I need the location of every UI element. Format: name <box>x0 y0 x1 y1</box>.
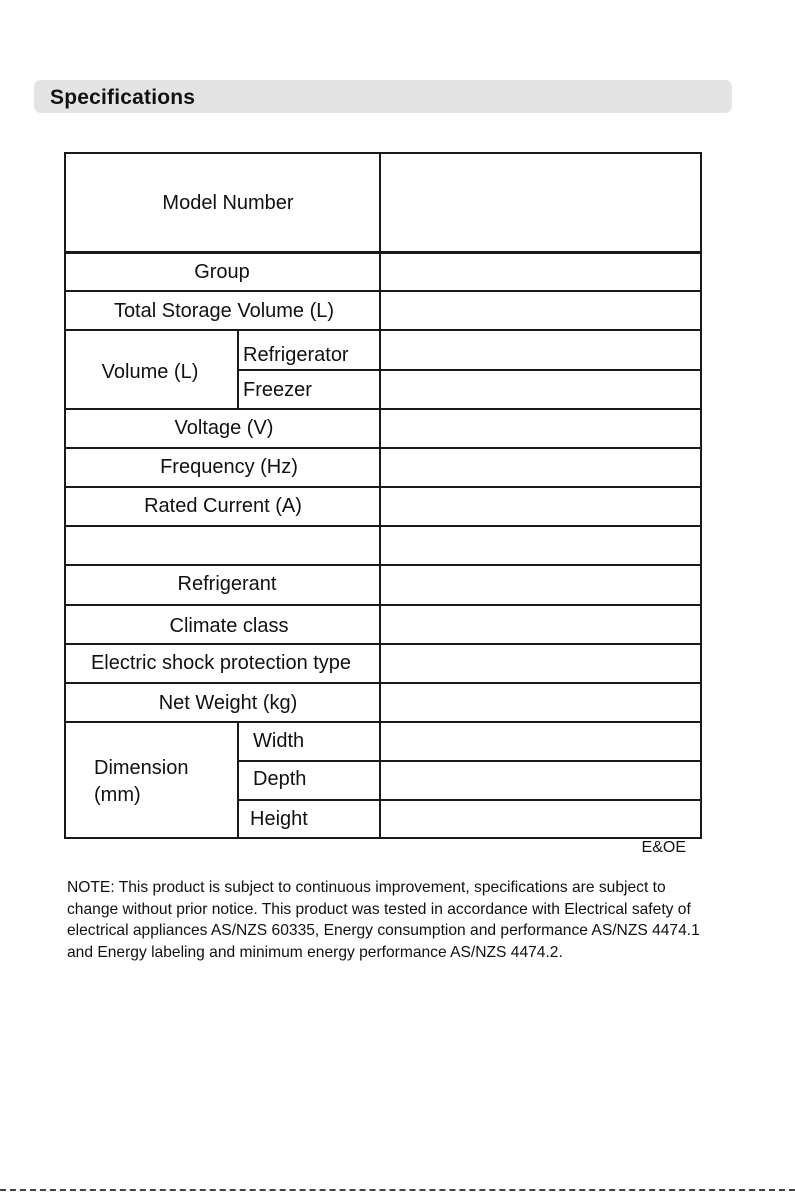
table-column-divider <box>379 152 381 838</box>
row-divider <box>237 369 702 371</box>
row-divider <box>64 251 702 254</box>
page-bottom-dashed-rule <box>0 1189 795 1191</box>
label-net-weight: Net Weight (kg) <box>158 692 298 714</box>
table-border-right <box>700 152 702 838</box>
label-dimension-unit: (mm) <box>94 784 141 806</box>
table-border-top <box>64 152 702 154</box>
label-dimension: Dimension <box>94 757 189 779</box>
label-group: Group <box>194 261 250 283</box>
label-depth: Depth <box>253 768 307 790</box>
eoe-label: E&OE <box>641 839 686 856</box>
row-divider <box>64 721 702 723</box>
dimension-subcolumn-divider <box>237 723 239 838</box>
table-border-bottom <box>64 837 702 839</box>
note-paragraph: NOTE: This product is subject to continuous improvement, specifications are subject to change without prior notice. This product was tested in accordance with Electrical safety of electrical appliances AS/NZS 60335, Energy consumption and performance AS/NZS 4474.1 and Energy labeling and minimum energy performance AS/NZS 4474.2. <box>67 879 700 961</box>
label-volume: Volume (L) <box>101 361 199 383</box>
label-width: Width <box>253 730 305 752</box>
label-total-storage-volume: Total Storage Volume (L) <box>113 300 335 322</box>
row-divider <box>64 408 702 410</box>
label-rated-current: Rated Current (A) <box>144 495 302 517</box>
row-divider <box>64 604 702 606</box>
label-electric-shock-protection: Electric shock protection type <box>90 652 352 674</box>
label-height: Height <box>250 808 308 830</box>
label-refrigerant: Refrigerant <box>177 573 277 595</box>
row-divider <box>237 760 702 762</box>
row-divider <box>64 643 702 645</box>
table-border-left <box>64 152 66 838</box>
label-model-number: Model Number <box>162 192 294 214</box>
row-divider <box>237 799 702 801</box>
row-divider <box>64 447 702 449</box>
row-divider <box>64 564 702 566</box>
row-divider <box>64 329 702 331</box>
row-divider <box>64 486 702 488</box>
label-climate-class: Climate class <box>169 615 289 637</box>
volume-subcolumn-divider <box>237 331 239 409</box>
section-title: Specifications <box>50 86 196 109</box>
label-refrigerator: Refrigerator <box>243 344 349 366</box>
row-divider <box>64 290 702 292</box>
row-divider <box>64 525 702 527</box>
label-freezer: Freezer <box>243 379 312 401</box>
row-divider <box>64 682 702 684</box>
label-voltage: Voltage (V) <box>174 417 274 439</box>
label-frequency: Frequency (Hz) <box>160 456 298 478</box>
